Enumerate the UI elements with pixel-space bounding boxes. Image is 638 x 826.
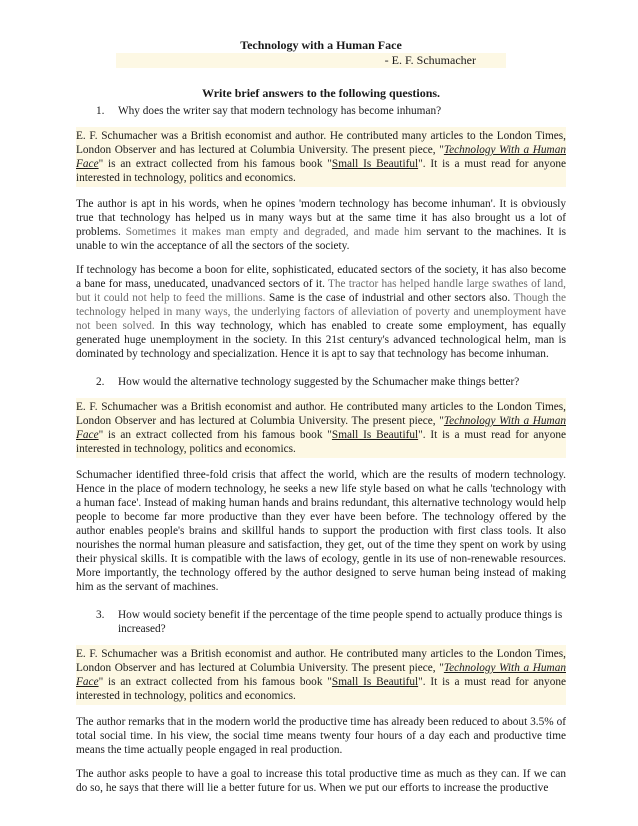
question-text: Why does the writer say that modern technology has become inhuman?	[118, 105, 442, 117]
intro-text: E. F. Schumacher was a British economist and author. He contributed many articles to the London Times, London Observer and has lectured at Columbia University. The present piece, "	[76, 648, 566, 674]
essay-title-link: Technology With a Human Face	[76, 415, 566, 441]
answer-text: servant to the machines. It is unable to win the acceptance of all the sectors of the society.	[76, 226, 567, 252]
answer-text: The author is apt in his words, when he opines 'modern technology has become inhuman'. It is obviously true that technology has helped us in many ways but at the same time it has also brought us a lot of problems.	[76, 198, 566, 238]
intro-text: " is an extract collected from his famous book "	[98, 158, 332, 170]
intro-text: ". It is a must read for anyone interested in technology, politics and economics.	[76, 676, 566, 702]
answer-1-paragraph-1	[76, 197, 566, 253]
intro-text: ". It is a must read for anyone interested in technology, politics and economics.	[76, 158, 566, 184]
intro-paragraph	[76, 645, 566, 705]
question-2	[96, 375, 566, 389]
answer-text-gray: The tractor has helped handle large swathes of land, but it could not help to feed the millions.	[76, 278, 566, 304]
answer-text: Same is the case of industrial and other sectors also.	[265, 292, 511, 304]
intro-text: " is an extract collected from his famous book "	[98, 429, 332, 441]
book-title-link: Small Is Beautiful	[331, 158, 419, 170]
book-title-link: Small Is Beautiful	[331, 429, 419, 441]
answer-3-paragraph-2: The author asks people to have a goal to increase this total productive time as much as they can. If we can do so, he says that there will lie a better future for us. When we put our efforts to increase the productive	[76, 768, 566, 794]
book-title-link: Small Is Beautiful	[331, 676, 419, 688]
question-text: How would society benefit if the percentage of the time people spend to actually produce things is increased?	[118, 609, 563, 635]
intro-text: E. F. Schumacher was a British economist and author. He contributed many articles to the London Times, London Observer and has lectured at Columbia University. The present piece, "	[76, 130, 566, 156]
answer-3-paragraph-1: The author remarks that in the modern world the productive time has already been reduced to about 3.5% of total social time. In his view, the social time means twenty four hours of a day each and productive time means the time actually people engaged in real production.	[76, 716, 566, 756]
intro-paragraph	[76, 127, 566, 187]
question-number: 1.	[96, 105, 105, 117]
question-1	[96, 104, 566, 118]
answer-text-gray: Sometimes it makes man empty and degraded, and made him	[120, 226, 422, 238]
answer-2-paragraph-1: Schumacher identified three-fold crisis that affect the world, which are the results of modern technology. Hence in the place of modern technology, he seeks a new life style based on what he calls 'technology with a human face'. Instead of making human hands and brains redundant, this alternative technology would help people to become far more productive than they ever have been before. The technology offered by the author enables people's brains and skillful hands to support the production with first class tools. It also nourishes the normal human pleasure and satisfaction, they get, out of the time they spent on work by using their physical skills. It is compatible with the laws of ecology, gentle in its use of non-renewable resources. More importantly, the technology offered by the author designed to serve human being instead of making him as the servant of machines.	[76, 469, 566, 593]
intro-paragraph	[76, 398, 566, 458]
question-number: 3.	[96, 609, 105, 621]
instructions-heading: Write brief answers to the following questions.	[201, 86, 441, 100]
document-title: Technology with a Human Face	[240, 38, 402, 52]
question-text: How would the alternative technology suggested by the Schumacher make things better?	[118, 376, 520, 388]
intro-text: " is an extract collected from his famous book "	[98, 676, 332, 688]
answer-text: In this way technology, which has enabled to create some employment, has equally generated huge unemployment in the society. In this 21st century's advanced technological helm, man is dominated by technology and specialization. Hence it is apt to say that technology has become inhuman.	[76, 320, 566, 360]
essay-title-link: Technology With a Human Face	[76, 662, 566, 688]
intro-text: E. F. Schumacher was a British economist and author. He contributed many articles to the London Times, London Observer and has lectured at Columbia University. The present piece, "	[76, 401, 566, 427]
answer-1-paragraph-2	[76, 263, 566, 361]
question-number: 2.	[96, 376, 105, 388]
intro-text: ". It is a must read for anyone interested in technology, politics and economics.	[76, 429, 566, 455]
question-3	[96, 608, 566, 636]
document-author: - E. F. Schumacher	[116, 53, 506, 68]
answer-text-gray: Though the technology helped in many ways, the underlying factors of alleviation of poverty and unemployment have not been solved.	[76, 292, 566, 332]
essay-title-link: Technology With a Human Face	[76, 144, 566, 170]
answer-text: If technology has become a boon for elite, sophisticated, educated sectors of the society, it has also become a bane for mass, uneducated, unadvanced sectors of it.	[76, 264, 566, 290]
